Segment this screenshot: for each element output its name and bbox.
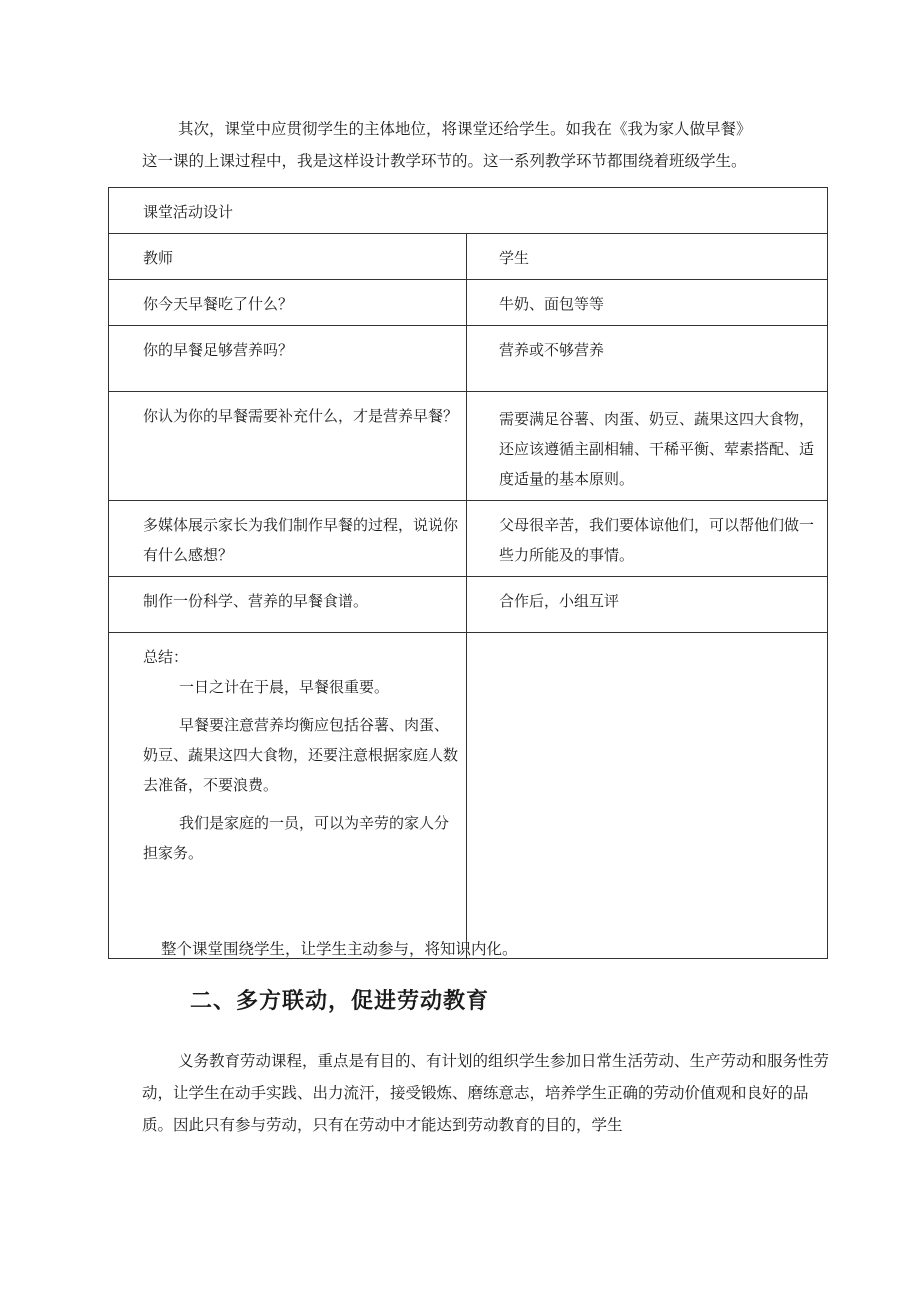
activity-design-table — [108, 187, 828, 959]
table-title-row — [109, 188, 828, 234]
intro-line-2: 这一课的上课过程中，我是这样设计教学环节的。这一系列教学环节都围绕着班级学生。 — [142, 152, 747, 170]
header-student: 学生 — [467, 234, 828, 280]
student-cell: 营养或不够营养 — [467, 326, 828, 392]
student-cell: 父母很辛苦，我们要体谅他们，可以帮他们做一些力所能及的事情。 — [467, 501, 828, 577]
table-title: 课堂活动设计 — [109, 188, 828, 234]
teacher-cell: 你今天早餐吃了什么？ — [109, 280, 467, 326]
student-cell: 合作后，小组互评 — [467, 577, 828, 633]
summary-paragraph-3: 我们是家庭的一员，可以为辛劳的家人分担家务。 — [143, 814, 450, 862]
student-cell: 需要满足谷薯、肉蛋、奶豆、蔬果这四大食物，还应该遵循主副相辅、干稀平衡、荤素搭配、适度适量的基本原则。 — [467, 392, 828, 501]
intro-paragraph — [142, 113, 842, 177]
summary-paragraph-1: 一日之计在于晨，早餐很重要。 — [179, 678, 390, 696]
teacher-cell: 制作一份科学、营养的早餐食谱。 — [109, 577, 467, 633]
table-row — [109, 392, 828, 501]
header-teacher: 教师 — [109, 234, 467, 280]
summary-row — [109, 633, 828, 959]
table-row — [109, 577, 828, 633]
section-body: 义务教育劳动课程，重点是有目的、有计划的组织学生参加日常生活劳动、生产劳动和服务性劳动，让学生在动手实践、出力流汗，接受锻炼、磨练意志，培养学生正确的劳动价值观和良好的品质。因此只有参与劳动，只有在劳动中才能达到劳动教育的目的，学生 — [142, 1052, 830, 1134]
summary-label: 总结： — [143, 648, 189, 666]
table-row — [109, 280, 828, 326]
table-row — [109, 326, 828, 392]
teacher-cell: 多媒体展示家长为我们制作早餐的过程，说说你有什么感想？ — [109, 501, 467, 577]
teacher-cell: 你认为你的早餐需要补充什么，才是营养早餐？ — [109, 392, 467, 501]
summary-paragraph-2: 早餐要注意营养均衡应包括谷薯、肉蛋、奶豆、蔬果这四大食物，还要注意根据家庭人数去准备，不要浪费。 — [143, 716, 459, 794]
section-heading: 二、多方联动，促进劳动教育 — [190, 989, 490, 1014]
student-cell: 牛奶、面包等等 — [467, 280, 828, 326]
intro-line-1: 其次，课堂中应贯彻学生的主体地位，将课堂还给学生。如我在《我为家人做早餐》 — [178, 120, 752, 138]
table-header-row — [109, 234, 828, 280]
summary-cell — [109, 633, 467, 959]
after-table-text: 整个课堂围绕学生，让学生主动参与，将知识内化。 — [161, 940, 518, 958]
summary-empty-cell — [467, 633, 828, 959]
table-row — [109, 501, 828, 577]
teacher-cell: 你的早餐足够营养吗？ — [109, 326, 467, 392]
